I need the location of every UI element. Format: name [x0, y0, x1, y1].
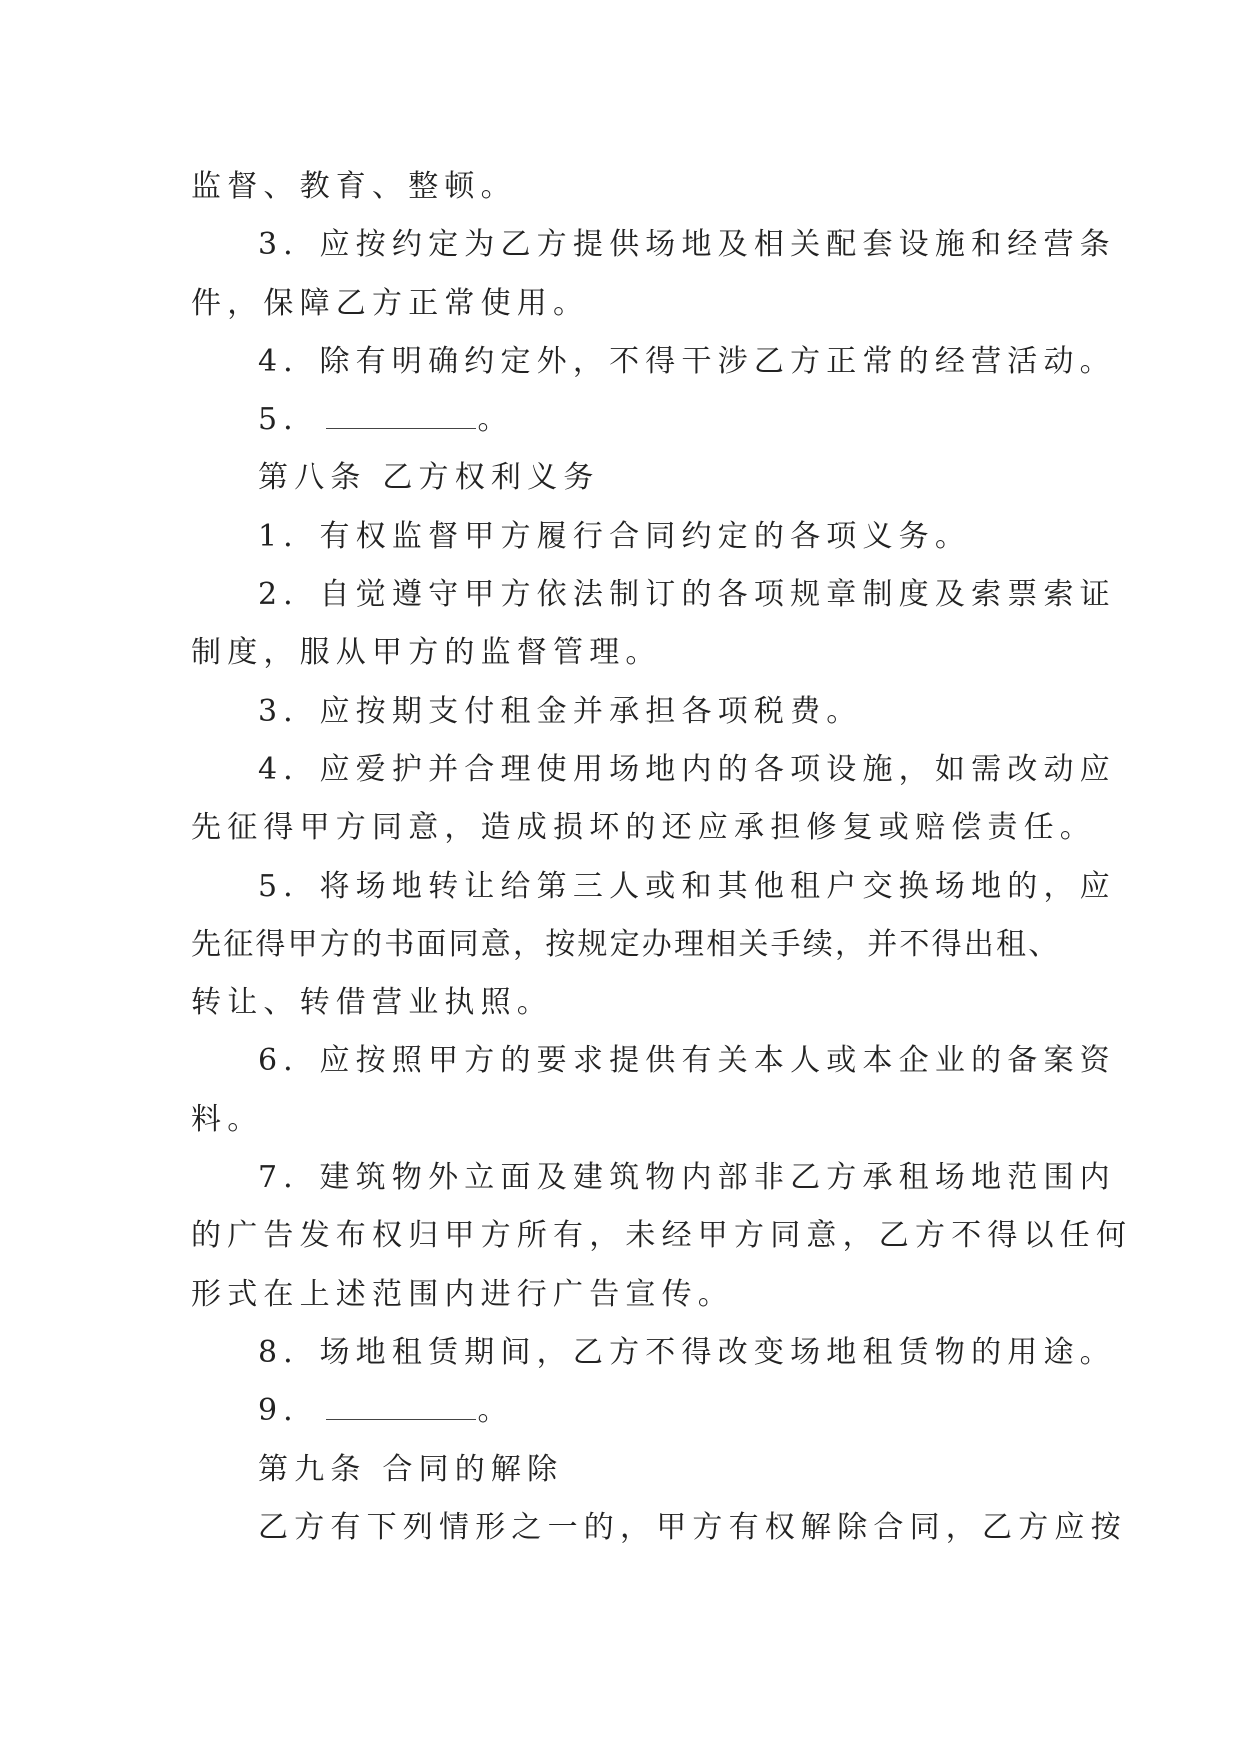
clause-number: 5． [258, 402, 320, 438]
clause-item-5: 5．将场地转让给第三人或和其他租户交换场地的，应 [258, 868, 1116, 904]
clause-item-2: 2．自觉遵守甲方依法制订的各项规章制度及索票索证 [258, 577, 1116, 613]
paragraph-line: 先征得甲方的书面同意，按规定办理相关手续，并不得出租、 [191, 926, 1061, 962]
clause-item-5-blank [191, 391, 1071, 449]
clause-item-1: 1．有权监督甲方履行合同约定的各项义务。 [258, 518, 972, 554]
paragraph-line: 制度，服从甲方的监督管理。 [191, 635, 662, 671]
clause-item-3: 3．应按期支付租金并承担各项税费。 [258, 693, 863, 729]
article-heading-8: 第八条 乙方权利义务 [258, 460, 600, 496]
fill-in-blank [326, 398, 476, 429]
document-page [191, 158, 1133, 1557]
paragraph-line: 乙方有下列情形之一的，甲方有权解除合同，乙方应按 [258, 1509, 1127, 1545]
clause-item-3: 3．应按约定为乙方提供场地及相关配套设施和经营条 [258, 227, 1116, 263]
clause-end-mark: 。 [477, 402, 514, 438]
paragraph-line: 先征得甲方同意，造成损坏的还应承担修复或赔偿责任。 [191, 810, 1096, 846]
paragraph-line: 的广告发布权归甲方所有，未经甲方同意，乙方不得以任何 [191, 1218, 1133, 1254]
clause-item-6: 6．应按照甲方的要求提供有关本人或本企业的备案资 [258, 1043, 1116, 1079]
article-heading-9: 第九条 合同的解除 [258, 1451, 564, 1487]
clause-number: 9． [258, 1393, 320, 1429]
clause-item-7: 7．建筑物外立面及建筑物内部非乙方承租场地范围内 [258, 1160, 1116, 1196]
paragraph-line: 监督、教育、整顿。 [191, 169, 517, 204]
clause-end-mark: 。 [477, 1393, 514, 1429]
paragraph-line: 转让、转借营业执照。 [191, 985, 553, 1021]
clause-item-8: 8．场地租赁期间，乙方不得改变场地租赁物的用途。 [258, 1334, 1116, 1370]
clause-item-4: 4．除有明确约定外，不得干涉乙方正常的经营活动。 [258, 343, 1116, 379]
paragraph-line: 件，保障乙方正常使用。 [191, 285, 590, 321]
fill-in-blank [326, 1389, 476, 1420]
paragraph-line: 料。 [191, 1101, 264, 1137]
clause-item-9-blank [191, 1382, 1071, 1440]
paragraph-line: 形式在上述范围内进行广告宣传。 [191, 1276, 734, 1312]
clause-item-4: 4．应爱护并合理使用场地内的各项设施，如需改动应 [258, 751, 1116, 787]
